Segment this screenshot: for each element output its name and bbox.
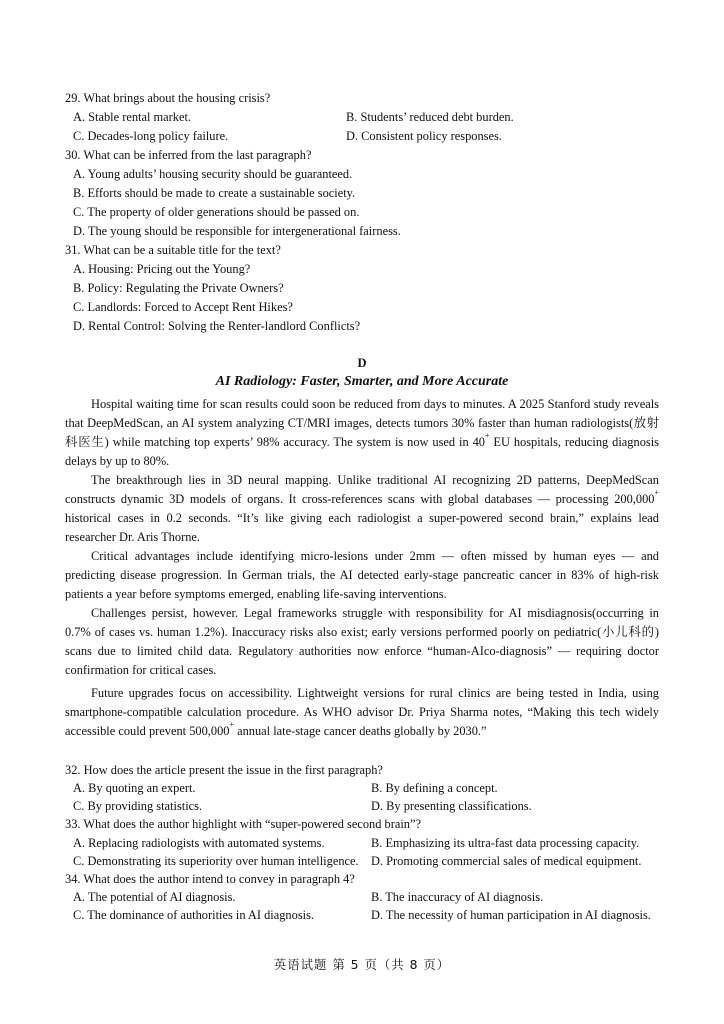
option: C. Decades-long policy failure. — [73, 129, 229, 143]
option: B. By defining a concept. — [371, 781, 498, 795]
option: C. The property of older generations should be passed on. — [73, 205, 360, 219]
option: D. By presenting classifications. — [371, 799, 532, 813]
option: C. Landlords: Forced to Accept Rent Hikes? — [73, 300, 293, 314]
option: D. The young should be responsible for intergenerational fairness. — [73, 224, 401, 238]
page-footer: 英语试题 第 5 页（共 8 页） — [273, 957, 451, 972]
option: A. Housing: Pricing out the Young? — [73, 262, 251, 276]
question-stem: 32. How does the article present the issue in the first paragraph? — [65, 763, 383, 777]
option: A. Young adults’ housing security should be guaranteed. — [73, 167, 353, 181]
option: A. Replacing radiologists with automated systems. — [73, 836, 325, 850]
option: D. Promoting commercial sales of medical equipment. — [371, 854, 642, 868]
option: D. The necessity of human participation in AI diagnosis. — [371, 908, 651, 922]
passage-paragraph-1: Hospital waiting time for scan results could soon be reduced from days to minutes. A 2025 Stanford study reveals that DeepMedScan, an AI system analyzing CT/MRI images, detects tumors 30% faster than human radiologists(放射科医生) while matching top experts’ 98% accuracy. The system is now used in 40+ EU hospitals, reducing diagnosis delays by up to 80%. — [65, 397, 659, 468]
question-stem: 31. What can be a suitable title for the text? — [65, 243, 281, 257]
option: C. Demonstrating its superiority over human intelligence. — [73, 854, 359, 868]
option: D. Consistent policy responses. — [346, 129, 502, 143]
option: A. The potential of AI diagnosis. — [73, 890, 236, 904]
question-stem: 34. What does the author intend to convey in paragraph 4? — [65, 872, 355, 886]
option: A. By quoting an expert. — [73, 781, 196, 795]
passage-paragraph-5: Future upgrades focus on accessibility. Lightweight versions for rural clinics are being tested in India, using smartphone-compatible calculation procedure. As WHO advisor Dr. Priya Sharma notes, “Making this tech widely accessible could prevent 500,000+ annual late-stage cancer deaths globally by 2030.” — [65, 686, 659, 738]
question-stem: 33. What does the author highlight with “super-powered second brain”? — [65, 817, 421, 831]
option: B. Efforts should be made to create a sustainable society. — [73, 186, 356, 200]
question-stem: 29. What brings about the housing crisis? — [65, 91, 271, 105]
option: B. Emphasizing its ultra-fast data processing capacity. — [371, 836, 640, 850]
section-letter: D — [357, 356, 367, 370]
passage-paragraph-3: Critical advantages include identifying micro-lesions under 2mm — often missed by human eyes — and predicting disease progression. In German trials, the AI detected early-stage pancreatic cancer in 83% of high-risk patients a year before symptoms emerged, enabling life-saving interventions. — [65, 549, 659, 601]
passage-title: AI Radiology: Faster, Smarter, and More Accurate — [215, 374, 509, 389]
option: C. By providing statistics. — [73, 799, 203, 813]
option: A. Stable rental market. — [73, 110, 192, 124]
option: B. The inaccuracy of AI diagnosis. — [371, 890, 544, 904]
option: B. Policy: Regulating the Private Owners? — [73, 281, 284, 295]
question-stem: 30. What can be inferred from the last paragraph? — [65, 148, 312, 162]
option: B. Students’ reduced debt burden. — [346, 110, 514, 124]
passage-paragraph-4: Challenges persist, however. Legal frameworks struggle with responsibility for AI misdiagnosis(occurring in 0.7% of cases vs. human 1.2%). Inaccuracy risks also exist; early versions performed poorly on pediatric(小儿科的) scans due to limited child data. Regulatory authorities now enforce “human-AIco-diagnosis” — requiring doctor confirmation for critical cases. — [65, 606, 659, 677]
option: D. Rental Control: Solving the Renter-landlord Conflicts? — [73, 319, 361, 333]
option: C. The dominance of authorities in AI diagnosis. — [73, 908, 315, 922]
passage-paragraph-2: The breakthrough lies in 3D neural mapping. Unlike traditional AI recognizing 2D patterns, DeepMedScan constructs dynamic 3D models of organs. It cross-references scans with global databases — processing 200,000+ historical cases in 0.2 seconds. “It’s like giving each radiologist a super-powered second brain,” explains lead researcher Dr. Aris Thorne. — [65, 473, 659, 544]
